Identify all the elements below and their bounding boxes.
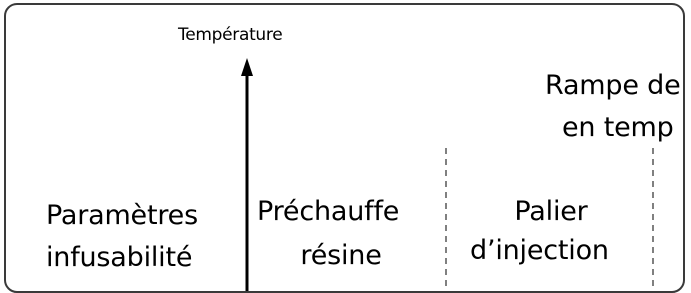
phase-parametres-line2: infusabilité <box>46 242 193 273</box>
temperature-axis-arrowhead <box>241 58 253 76</box>
phase-palier-line2: d’injection <box>470 235 609 266</box>
phase-rampe-line1: Rampe de <box>545 70 681 101</box>
phase-rampe-line2: en temp <box>562 112 674 143</box>
phase-palier-line1: Palier <box>514 196 588 227</box>
phase-parametres-line1: Paramètres <box>46 200 198 231</box>
phase-prechauffe-line1: Préchauffe <box>257 196 400 227</box>
phase-prechauffe-line2: résine <box>300 240 382 271</box>
diagram-frame <box>4 3 685 293</box>
temperature-axis-label: Température <box>178 25 283 45</box>
